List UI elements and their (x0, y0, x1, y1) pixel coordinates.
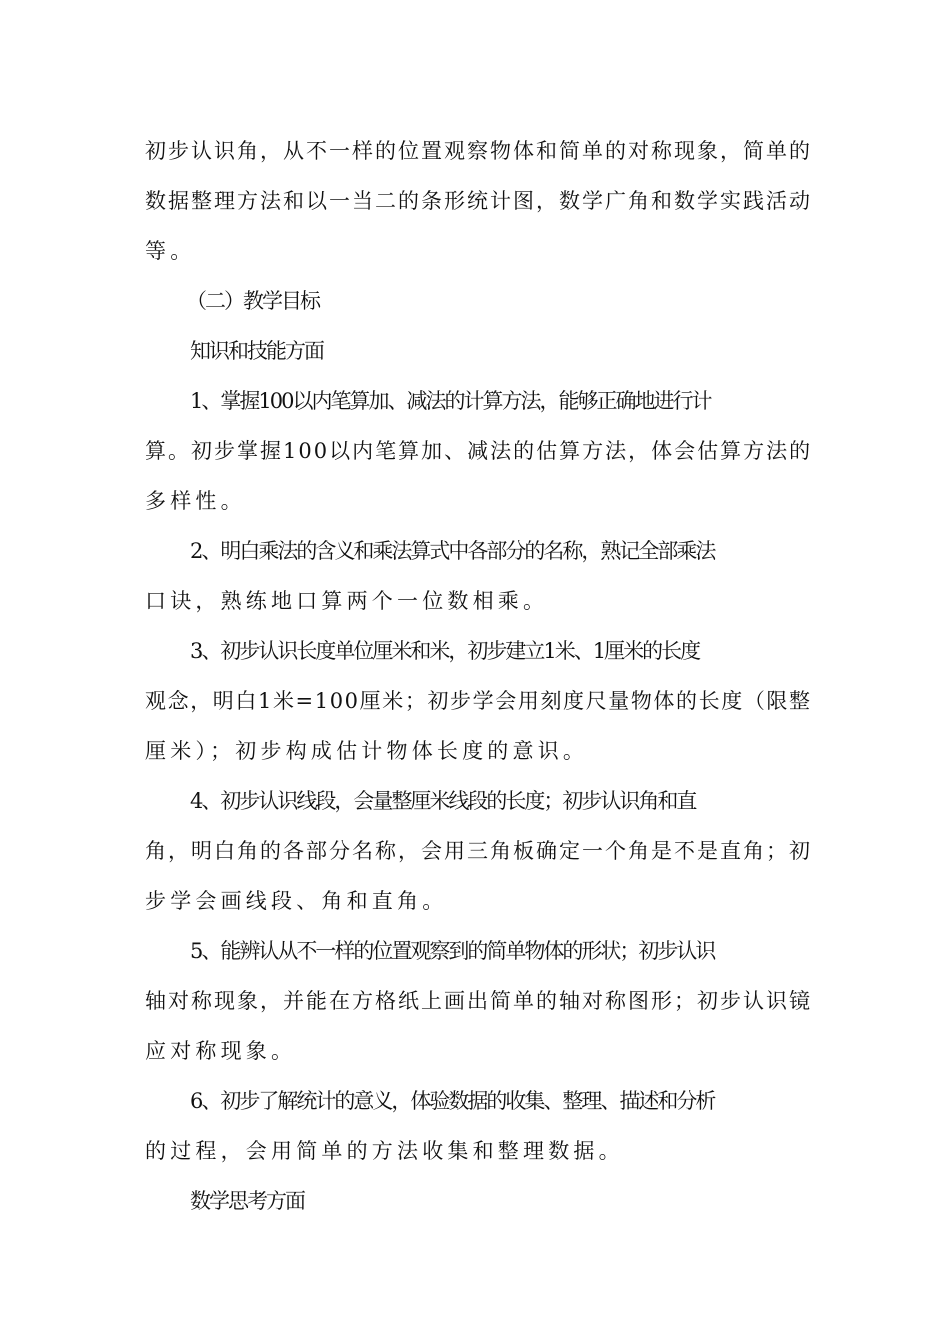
text-line: 数据整理方法和以一当二的条形统计图，数学广角和数学实践活动 (145, 189, 812, 213)
subsection-heading: 数学思考方面 (190, 1189, 304, 1213)
text-line: 5、能辨认从不一样的位置观察到的简单物体的形状；初步认识 (190, 939, 715, 963)
text-line: 6、初步了解统计的意义，体验数据的收集、整理、描述和分析 (190, 1089, 715, 1113)
text-line: 应对称现象。 (145, 1039, 297, 1063)
text-line: 厘米）；初步构成估计物体长度的意识。 (145, 739, 589, 763)
section-heading: （二）教学目标 (186, 289, 319, 313)
text-line: 初步认识角，从不一样的位置观察物体和简单的对称现象，简单的 (145, 139, 812, 163)
text-line: 等。 (145, 239, 196, 263)
text-line: 多样性。 (145, 489, 246, 513)
text-line: 4、初步认识线段，会量整厘米线段的长度；初步认识角和直 (190, 789, 696, 813)
text-line: 2、明白乘法的含义和乘法算式中各部分的名称，熟记全部乘法 (190, 539, 715, 563)
text-line: 1、掌握100以内笔算加、减法的计算方法，能够正确地进行计 (190, 389, 711, 413)
text-line: 角，明白角的各部分名称，会用三角板确定一个角是不是直角；初 (145, 839, 812, 863)
text-line: 口诀，熟练地口算两个一位数相乘。 (145, 589, 549, 613)
text-line: 算。初步掌握100以内笔算加、减法的估算方法，体会估算方法的 (145, 439, 813, 463)
subsection-heading: 知识和技能方面 (190, 339, 323, 363)
text-line: 的过程，会用简单的方法收集和整理数据。 (145, 1139, 624, 1163)
text-line: 观念，明白1米=100厘米；初步学会用刻度尺量物体的长度（限整 (145, 689, 812, 713)
text-line: 轴对称现象，并能在方格纸上画出简单的轴对称图形；初步认识镜 (145, 989, 812, 1013)
text-line: 3、初步认识长度单位厘米和米，初步建立1米、1厘米的长度 (190, 639, 700, 663)
text-line: 步学会画线段、角和直角。 (145, 889, 448, 913)
